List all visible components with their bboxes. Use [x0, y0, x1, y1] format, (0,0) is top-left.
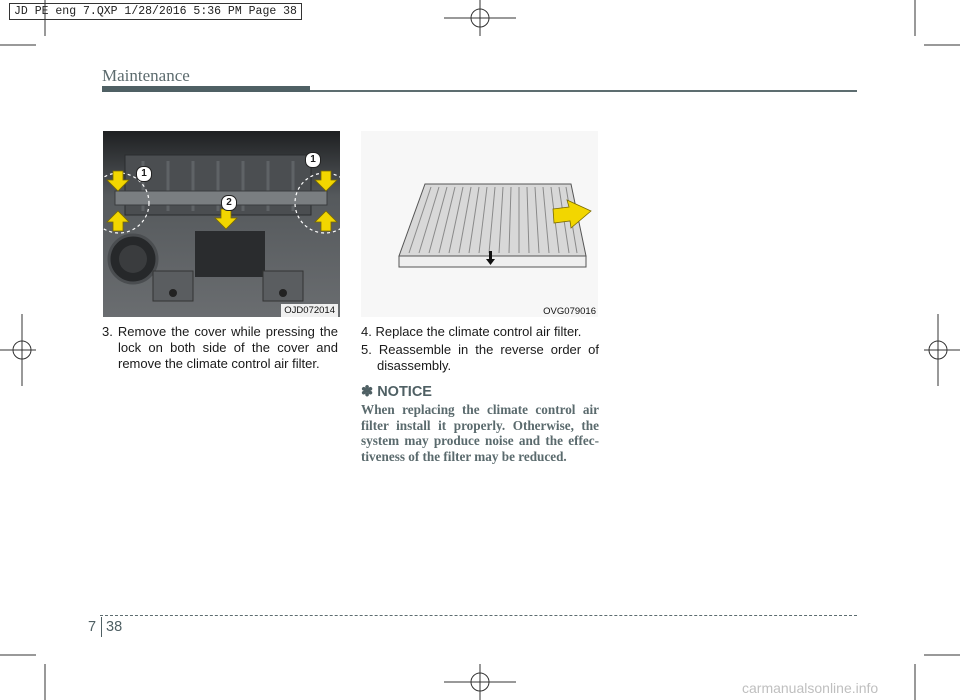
step-3 [102, 324, 338, 372]
figure-code-1: OJD072014 [281, 304, 338, 317]
callout-1-right: 1 [305, 152, 321, 168]
section-title: Maintenance [102, 66, 190, 85]
air-filter-illustration [361, 131, 598, 317]
notice-symbol-icon: ✽ [361, 384, 374, 400]
step-5-text: Reassemble in the reverse order of disassembly. [377, 342, 599, 373]
registration-mark-bottom [444, 664, 516, 700]
notice-body: When replacing the climate control air filter install it properly. Otherwise, the system may produce noise and the effec-tiveness of the filter may be reduced. [361, 402, 599, 464]
step-5-number: 5. [361, 342, 372, 357]
step-3-number: 3. [102, 324, 113, 339]
step-4-number: 4. [361, 324, 372, 339]
step-4 [361, 324, 599, 340]
notice-title: NOTICE [377, 384, 432, 400]
callout-1-left: 1 [136, 166, 152, 182]
figure-code-2: OVG079016 [543, 306, 596, 317]
page-separator [101, 617, 102, 637]
step-5 [361, 342, 599, 374]
step-3-text: Remove the cover while pressing the lock on both side of the cover and remove the climate control air filter. [117, 324, 338, 371]
registration-mark-top [444, 0, 516, 36]
page-number: 38 [106, 619, 123, 635]
callout-2: 2 [221, 195, 237, 211]
step-4-text: Replace the climate control air filter. [375, 324, 582, 339]
notice-block [361, 384, 599, 464]
figure-air-filter [361, 131, 598, 317]
registration-mark-left [0, 314, 36, 386]
figure-cover-removal [103, 131, 340, 317]
steps-right [361, 324, 599, 374]
watermark: carmanualsonline.info [742, 680, 879, 696]
registration-mark-right [924, 314, 960, 386]
chapter-number: 7 [88, 619, 97, 635]
notice-heading [361, 384, 599, 400]
header-accent-bar [102, 86, 310, 92]
steps-left [102, 324, 338, 372]
print-slug: JD PE eng 7.QXP 1/28/2016 5:36 PM Page 38 [9, 3, 302, 20]
footer-rule [100, 615, 857, 616]
